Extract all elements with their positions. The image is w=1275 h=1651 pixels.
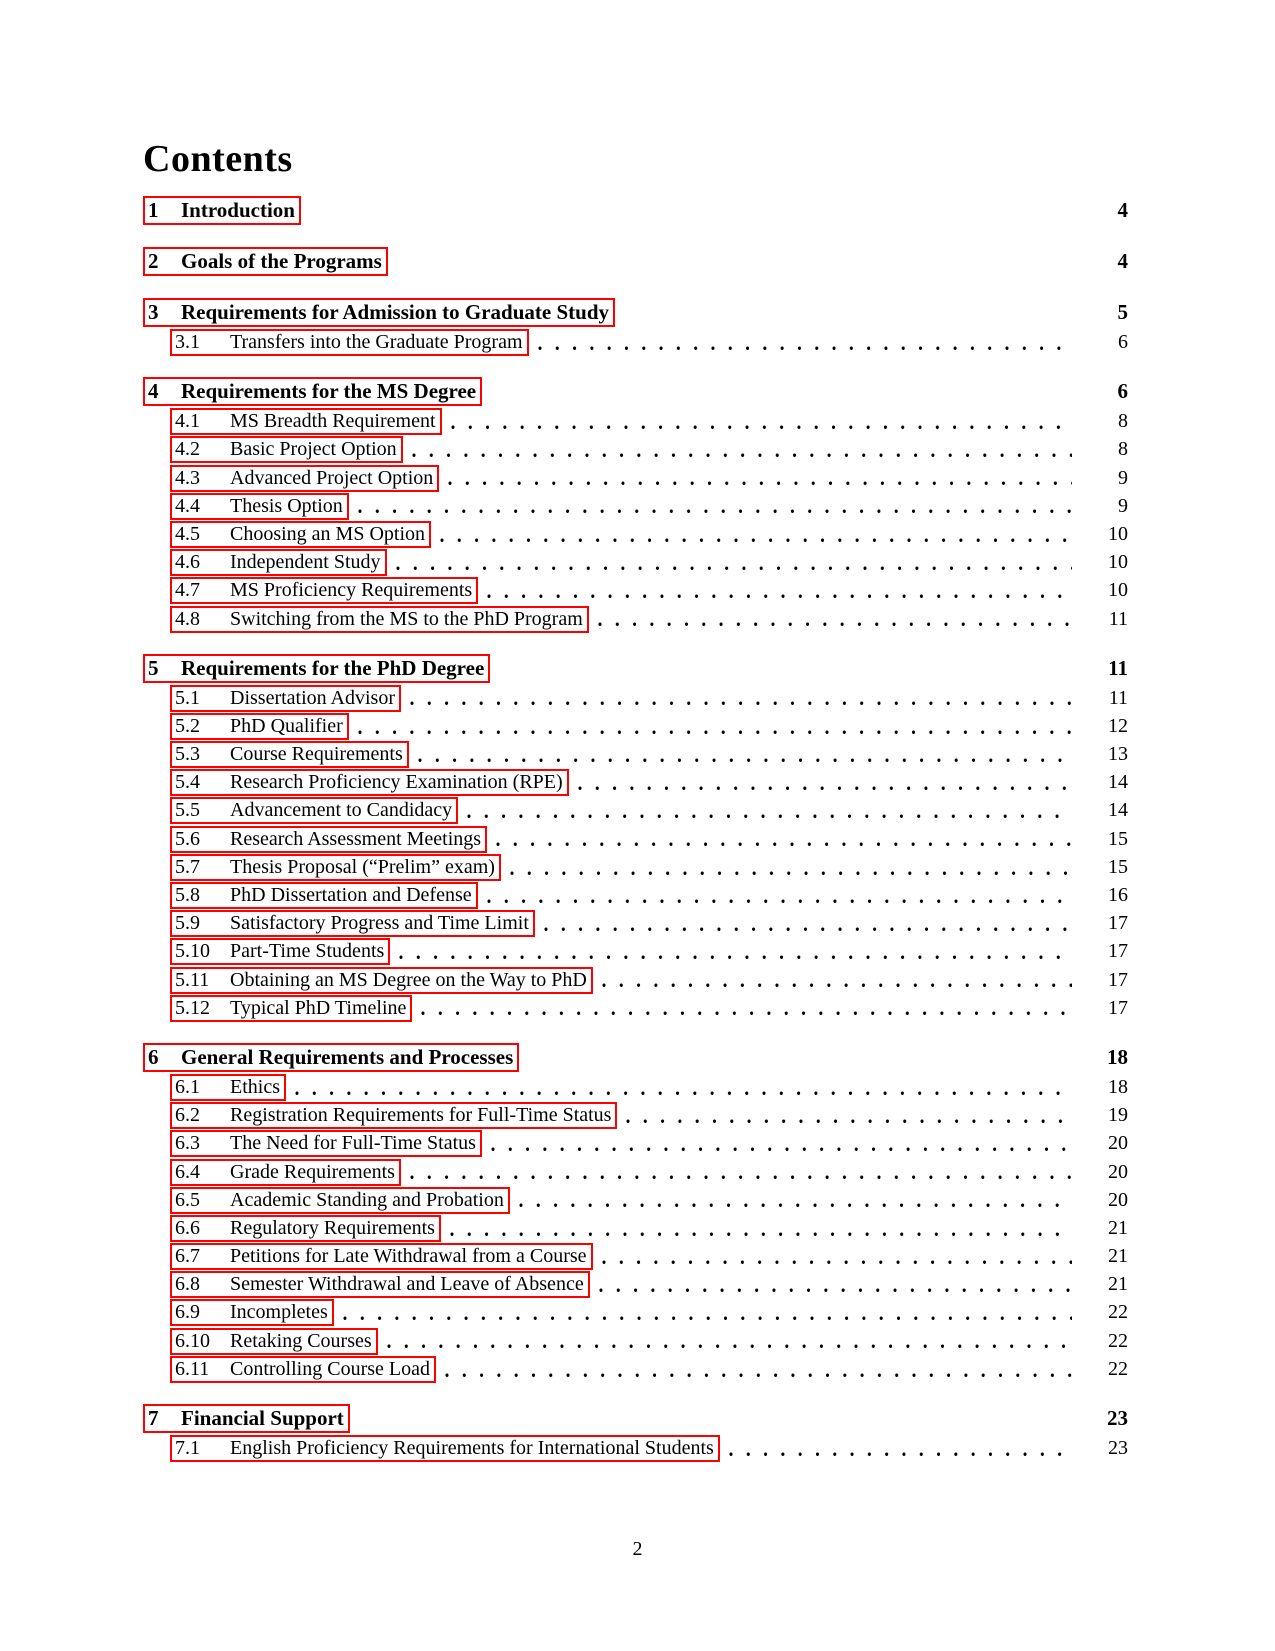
- dot-leader: [599, 1271, 1072, 1299]
- dot-leader: [445, 1356, 1072, 1384]
- footer: [0, 1538, 1275, 1561]
- entry-title: Financial Support: [181, 1406, 344, 1430]
- dot-leader: [387, 1328, 1072, 1356]
- entry-page-number: 12: [1108, 714, 1128, 737]
- toc-subsection-row: [143, 995, 1128, 1023]
- entry-page-number: 14: [1108, 771, 1128, 794]
- dot-leader: [626, 1102, 1072, 1130]
- entry-title: Semester Withdrawal and Leave of Absence: [230, 1273, 584, 1296]
- entry-page-number: 21: [1108, 1216, 1128, 1239]
- entry-title: Controlling Course Load: [230, 1357, 430, 1380]
- entry-page-number: 15: [1108, 827, 1128, 850]
- entry-number: 5.11: [175, 968, 210, 991]
- entry-page-number: 23: [1107, 1406, 1128, 1430]
- toc-entry-link[interactable]: [143, 247, 388, 276]
- dot-leader: [496, 826, 1072, 854]
- entry-page-number: 18: [1107, 1044, 1128, 1069]
- entry-page-number: 10: [1108, 522, 1128, 545]
- toc-section-row: [143, 298, 1128, 329]
- toc-subsection-row: [143, 1299, 1128, 1327]
- entry-number: 2: [148, 249, 159, 273]
- dot-leader: [598, 606, 1072, 634]
- entry-page-number: 20: [1108, 1160, 1128, 1183]
- entry-number: 5.8: [175, 884, 200, 906]
- toc-section-group: [143, 1043, 1128, 1384]
- entry-title: Research Assessment Meetings: [230, 827, 482, 850]
- entry-title: Choosing an MS Option: [230, 522, 426, 545]
- toc-section-row: [143, 654, 1128, 685]
- dot-leader: [310, 196, 1072, 227]
- dot-leader: [295, 1074, 1072, 1102]
- toc-subsection-row: [143, 938, 1128, 966]
- toc-entry-link[interactable]: [170, 1215, 441, 1242]
- entry-number: 6.2: [175, 1104, 200, 1127]
- dot-leader: [418, 741, 1072, 769]
- dot-leader: [544, 910, 1072, 938]
- entry-title: Grade Requirements: [230, 1160, 395, 1183]
- toc-section-group: [143, 196, 1128, 227]
- entry-title: Retaking Courses: [230, 1329, 372, 1352]
- entry-number: 4.3: [175, 466, 200, 489]
- toc-entry-link[interactable]: [170, 1187, 510, 1214]
- entry-page-number: 14: [1108, 799, 1128, 822]
- toc-section-group: [143, 247, 1128, 278]
- dot-leader: [358, 713, 1072, 741]
- toc-entry-link[interactable]: [170, 1271, 590, 1298]
- entry-title: Requirements for the MS Degree: [181, 379, 477, 404]
- toc-entry-link[interactable]: [143, 654, 490, 683]
- entry-number: 5: [148, 655, 159, 680]
- dot-leader: [399, 938, 1072, 966]
- entry-title: Switching from the MS to the PhD Program: [230, 607, 583, 630]
- entry-title: Incompletes: [230, 1301, 328, 1324]
- entry-page-number: 6: [1117, 379, 1128, 404]
- dot-leader: [343, 1299, 1072, 1327]
- toc-entry-link[interactable]: [170, 329, 529, 356]
- entry-number: 4.1: [175, 410, 200, 433]
- dot-leader: [451, 408, 1072, 436]
- entry-title: Advanced Project Option: [230, 466, 434, 489]
- toc-section-group: [143, 298, 1128, 357]
- toc-entry-link[interactable]: [170, 521, 431, 548]
- entry-number: 4.6: [175, 551, 200, 574]
- entry-title: Obtaining an MS Degree on the Way to PhD: [230, 968, 587, 991]
- toc-entry-link[interactable]: [170, 713, 349, 740]
- toc-entry-link[interactable]: [170, 493, 349, 520]
- entry-page-number: 6: [1118, 331, 1128, 353]
- dot-leader: [467, 797, 1072, 825]
- toc-entry-link[interactable]: [170, 826, 487, 853]
- dot-leader: [602, 967, 1072, 995]
- dot-leader: [397, 247, 1072, 278]
- toc-subsection-row: [143, 1159, 1128, 1187]
- toc-entry-link[interactable]: [170, 797, 458, 824]
- entry-title: Satisfactory Progress and Time Limit: [230, 912, 529, 935]
- entry-title: Introduction: [181, 198, 295, 222]
- dot-leader: [450, 1215, 1072, 1243]
- toc-entry-link[interactable]: [143, 196, 301, 225]
- toc-subsection-row: [143, 436, 1128, 464]
- entry-number: 6.3: [175, 1132, 200, 1155]
- toc-entry-link[interactable]: [170, 995, 412, 1022]
- entry-title: Requirements for Admission to Graduate Study: [181, 300, 610, 324]
- entry-page-number: 23: [1108, 1437, 1128, 1459]
- entry-page-number: 17: [1108, 940, 1128, 963]
- dot-leader: [519, 1187, 1072, 1215]
- toc-subsection-row: [143, 1187, 1128, 1215]
- entry-title: Goals of the Programs: [181, 249, 382, 273]
- entry-title: MS Breadth Requirement: [230, 410, 436, 433]
- entry-title: Course Requirements: [230, 743, 403, 766]
- dot-leader: [412, 436, 1072, 464]
- toc-subsection-row: [143, 1328, 1128, 1356]
- entry-number: 5.6: [175, 827, 200, 850]
- toc-subsection-row: [143, 1130, 1128, 1158]
- toc-entry-link[interactable]: [170, 408, 442, 435]
- entry-number: 5.5: [175, 799, 200, 822]
- entry-page-number: 5: [1117, 300, 1128, 324]
- dot-leader: [499, 654, 1072, 685]
- toc-entry-link[interactable]: [170, 606, 589, 633]
- dot-leader: [491, 1130, 1072, 1158]
- toc-entry-link[interactable]: [170, 1130, 482, 1157]
- entry-number: 6.9: [175, 1301, 200, 1324]
- dot-leader: [448, 465, 1072, 493]
- toc-section-row: [143, 196, 1128, 227]
- dot-leader: [410, 1159, 1072, 1187]
- entry-title: English Proficiency Requirements for International Students: [230, 1437, 714, 1459]
- dot-leader: [421, 995, 1072, 1023]
- toc-entry-link[interactable]: [170, 769, 569, 796]
- toc-entry-link[interactable]: [143, 298, 615, 327]
- entry-title: Thesis Option: [230, 494, 343, 517]
- entry-title: Ethics: [230, 1075, 280, 1098]
- entry-page-number: 18: [1108, 1075, 1128, 1098]
- entry-title: Advancement to Candidacy: [230, 799, 453, 822]
- dot-leader: [602, 1243, 1072, 1271]
- entry-number: 4.5: [175, 522, 200, 545]
- entry-title: Part-Time Students: [230, 940, 385, 963]
- toc-entry-link[interactable]: [170, 549, 387, 576]
- toc-section-row: [143, 1043, 1128, 1074]
- entry-number: 6.7: [175, 1245, 200, 1268]
- entry-number: 5.3: [175, 743, 200, 766]
- dot-leader: [510, 854, 1072, 882]
- entry-number: 3.1: [175, 331, 200, 353]
- table-of-contents: [143, 139, 1128, 1463]
- entry-page-number: 15: [1108, 855, 1128, 878]
- toc-subsection-row: [143, 329, 1128, 357]
- toc-entry-link[interactable]: [143, 1404, 350, 1433]
- toc-subsection-row: [143, 854, 1128, 882]
- entry-number: 4.7: [175, 579, 200, 602]
- entry-page-number: 13: [1108, 743, 1128, 766]
- entry-page-number: 17: [1108, 996, 1128, 1019]
- toc-entry-link[interactable]: [170, 910, 535, 937]
- entry-page-number: 17: [1108, 968, 1128, 991]
- toc-subsection-row: [143, 826, 1128, 854]
- toc-subsection-row: [143, 549, 1128, 577]
- toc-subsection-row: [143, 1271, 1128, 1299]
- dot-leader: [396, 549, 1072, 577]
- entry-title: Registration Requirements for Full-Time Status: [230, 1104, 612, 1127]
- entry-number: 6.10: [175, 1329, 210, 1352]
- entry-page-number: 9: [1118, 466, 1128, 489]
- toc-subsection-row: [143, 713, 1128, 741]
- toc-entry-link[interactable]: [143, 1043, 519, 1072]
- entry-number: 6.6: [175, 1216, 200, 1239]
- toc-subsection-row: [143, 1435, 1128, 1463]
- dot-leader: [359, 1404, 1072, 1435]
- toc-subsection-row: [143, 577, 1128, 605]
- entry-page-number: 8: [1118, 410, 1128, 433]
- toc-section-row: [143, 247, 1128, 278]
- dot-leader: [358, 493, 1072, 521]
- entry-number: 5.9: [175, 912, 200, 935]
- entry-page-number: 9: [1118, 494, 1128, 517]
- toc-subsection-row: [143, 606, 1128, 634]
- toc-section-row: [143, 1404, 1128, 1435]
- entry-number: 6.11: [175, 1357, 210, 1380]
- entry-title: Research Proficiency Examination (RPE): [230, 771, 563, 794]
- entry-title: General Requirements and Processes: [181, 1044, 514, 1069]
- dot-leader: [487, 577, 1072, 605]
- toc-entry-link[interactable]: [170, 938, 390, 965]
- toc-section-group: [143, 654, 1128, 1023]
- entry-number: 5.1: [175, 686, 200, 709]
- entry-number: 1: [148, 198, 159, 222]
- toc-subsection-row: [143, 769, 1128, 797]
- dot-leader: [729, 1435, 1072, 1463]
- entry-number: 5.10: [175, 940, 210, 963]
- dot-leader: [410, 685, 1072, 713]
- entry-page-number: 10: [1108, 551, 1128, 574]
- entry-page-number: 11: [1108, 686, 1128, 709]
- footer-page-number: 2: [632, 1538, 643, 1560]
- toc-subsection-row: [143, 521, 1128, 549]
- entry-page-number: 21: [1108, 1273, 1128, 1296]
- entry-title: Independent Study: [230, 551, 381, 574]
- entry-page-number: 11: [1108, 607, 1128, 630]
- toc-subsection-row: [143, 1102, 1128, 1130]
- entry-number: 4: [148, 379, 159, 404]
- toc-subsection-row: [143, 741, 1128, 769]
- entry-number: 3: [148, 300, 159, 324]
- entry-page-number: 22: [1108, 1329, 1128, 1352]
- toc-entry-link[interactable]: [170, 967, 593, 994]
- toc-section-group: [143, 377, 1128, 634]
- toc-subsection-row: [143, 967, 1128, 995]
- dot-leader: [538, 329, 1072, 357]
- entry-title: MS Proficiency Requirements: [230, 579, 473, 602]
- entry-page-number: 4: [1117, 198, 1128, 222]
- toc-entry-link[interactable]: [170, 741, 409, 768]
- entry-page-number: 22: [1108, 1301, 1128, 1324]
- toc-entry-link[interactable]: [170, 465, 439, 492]
- toc-subsection-row: [143, 465, 1128, 493]
- entry-title: Petitions for Late Withdrawal from a Course: [230, 1245, 587, 1268]
- toc-entry-link[interactable]: [170, 1102, 617, 1129]
- entry-title: PhD Qualifier: [230, 714, 343, 737]
- entry-page-number: 11: [1108, 655, 1128, 680]
- entry-number: 6.5: [175, 1188, 200, 1211]
- entry-number: 7: [148, 1406, 159, 1430]
- toc-section-group: [143, 1404, 1128, 1463]
- entry-title: Academic Standing and Probation: [230, 1188, 504, 1211]
- entry-page-number: 19: [1108, 1104, 1128, 1127]
- entry-page-number: 4: [1117, 249, 1128, 273]
- toc-entry-link[interactable]: [170, 1435, 720, 1462]
- toc-entry-link[interactable]: [170, 854, 501, 881]
- entry-title: Regulatory Requirements: [230, 1216, 435, 1239]
- toc-subsection-row: [143, 1356, 1128, 1384]
- dot-leader: [440, 521, 1072, 549]
- entry-title: Dissertation Advisor: [230, 686, 395, 709]
- toc-subsection-row: [143, 882, 1128, 910]
- dot-leader: [487, 882, 1072, 910]
- toc-entry-link[interactable]: [170, 882, 478, 909]
- entry-title: Thesis Proposal (“Prelim” exam): [230, 855, 495, 878]
- toc-subsection-row: [143, 493, 1128, 521]
- entry-page-number: 22: [1108, 1357, 1128, 1380]
- dot-leader: [578, 769, 1072, 797]
- toc-subsection-row: [143, 910, 1128, 938]
- entry-title: Typical PhD Timeline: [230, 996, 407, 1019]
- entry-number: 6.4: [175, 1160, 200, 1183]
- entry-number: 6: [148, 1044, 159, 1069]
- entry-page-number: 10: [1108, 579, 1128, 602]
- entry-title: The Need for Full-Time Status: [230, 1132, 476, 1155]
- entry-page-number: 16: [1108, 884, 1128, 906]
- toc-entry-link[interactable]: [170, 1299, 334, 1326]
- toc-list: [143, 196, 1128, 1463]
- toc-subsection-row: [143, 685, 1128, 713]
- entry-page-number: 8: [1118, 438, 1128, 461]
- toc-entry-link[interactable]: [170, 1243, 593, 1270]
- toc-subsection-row: [143, 1074, 1128, 1102]
- dot-leader: [491, 377, 1072, 408]
- toc-subsection-row: [143, 797, 1128, 825]
- entry-page-number: 21: [1108, 1245, 1128, 1268]
- entry-title: PhD Dissertation and Defense: [230, 884, 472, 906]
- entry-page-number: 20: [1108, 1188, 1128, 1211]
- entry-number: 5.7: [175, 855, 200, 878]
- entry-page-number: 20: [1108, 1132, 1128, 1155]
- toc-entry-link[interactable]: [170, 1328, 378, 1355]
- entry-number: 5.4: [175, 771, 200, 794]
- entry-title: Basic Project Option: [230, 438, 397, 461]
- entry-number: 5.2: [175, 714, 200, 737]
- entry-number: 4.8: [175, 607, 200, 630]
- toc-subsection-row: [143, 1243, 1128, 1271]
- entry-number: 4.2: [175, 438, 200, 461]
- toc-entry-link[interactable]: [143, 377, 482, 406]
- toc-entry-link[interactable]: [170, 436, 403, 463]
- toc-section-row: [143, 377, 1128, 408]
- entry-number: 4.4: [175, 494, 200, 517]
- toc-subsection-row: [143, 1215, 1128, 1243]
- entry-number: 5.12: [175, 996, 210, 1019]
- toc-entry-link[interactable]: [170, 1159, 401, 1186]
- entry-number: 7.1: [175, 1437, 200, 1459]
- dot-leader: [624, 298, 1072, 329]
- toc-entry-link[interactable]: [170, 577, 478, 604]
- entry-number: 6.1: [175, 1075, 200, 1098]
- dot-leader: [528, 1043, 1072, 1074]
- entry-page-number: 17: [1108, 912, 1128, 935]
- toc-subsection-row: [143, 408, 1128, 436]
- entry-title: Requirements for the PhD Degree: [181, 655, 485, 680]
- page-title: Contents: [143, 138, 293, 180]
- entry-title: Transfers into the Graduate Program: [230, 331, 523, 353]
- toc-entry-link[interactable]: [170, 685, 401, 712]
- entry-number: 6.8: [175, 1273, 200, 1296]
- toc-entry-link[interactable]: [170, 1356, 436, 1383]
- toc-entry-link[interactable]: [170, 1074, 286, 1101]
